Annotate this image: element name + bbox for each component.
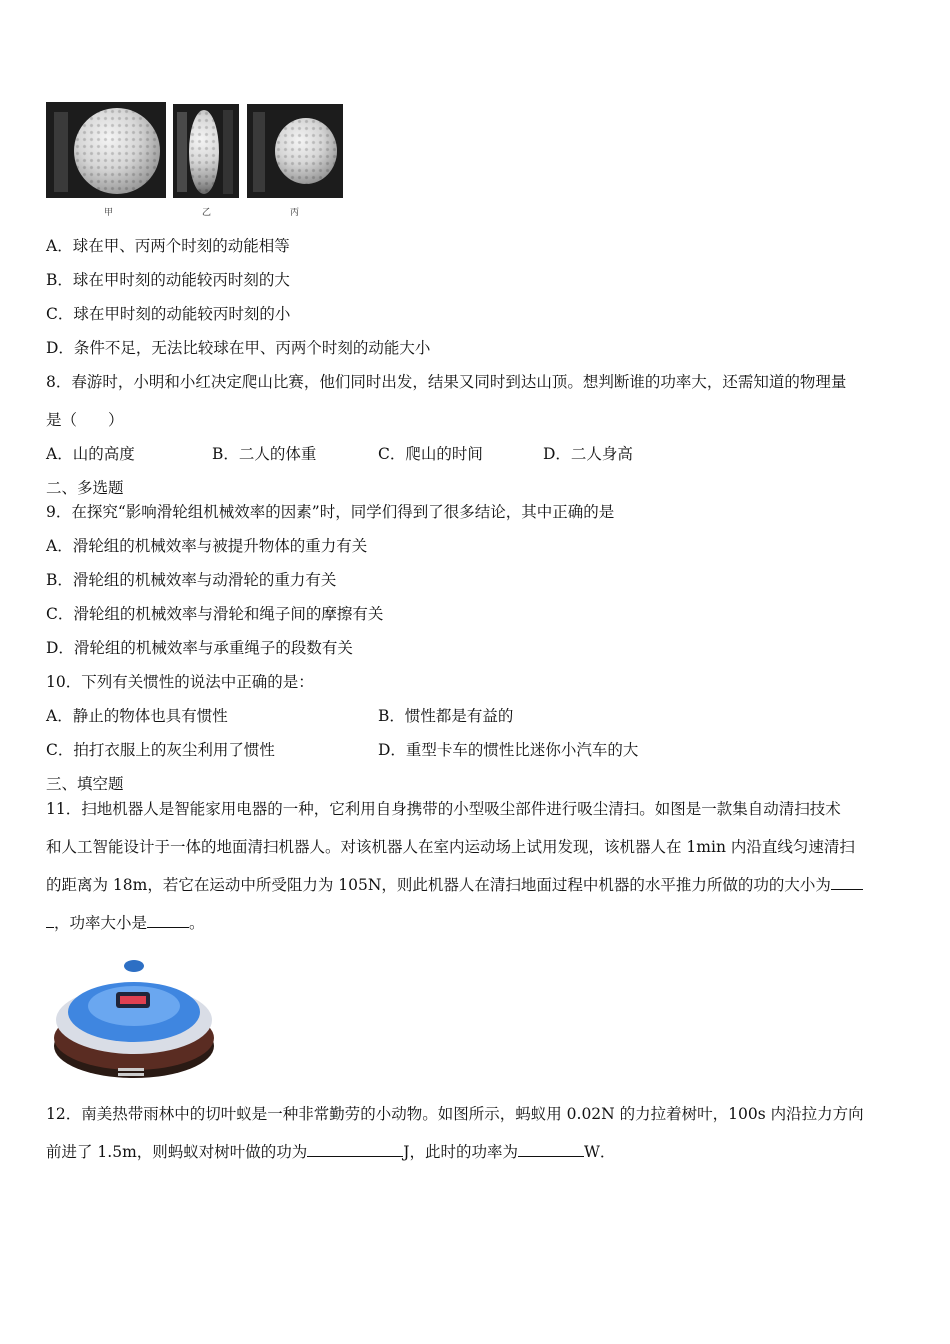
q8-stem-line2: 是（ ）	[46, 411, 124, 429]
robot-vacuum-image	[50, 950, 218, 1082]
q9-option-c: C．滑轮组的机械效率与滑轮和绳子间的摩擦有关	[46, 605, 384, 623]
q11-line1: 11．扫地机器人是智能家用电器的一种，它利用自身携带的小型吸尘部件进行吸尘清扫。如图是一款集自动清扫技术	[46, 800, 841, 818]
q12-line2-text: 前进了 1.5m，则蚂蚁对树叶做的功为	[46, 1143, 308, 1161]
q9-option-d: D．滑轮组的机械效率与承重绳子的段数有关	[46, 639, 353, 657]
caption-yi: 乙	[202, 208, 212, 218]
q8-stem-line1: 8．春游时，小明和小红决定爬山比赛，他们同时出发，结果又同时到达山顶。想判断谁的功率大，还需知道的物理量	[46, 373, 847, 391]
q11-line4	[46, 913, 205, 933]
q10-stem: 10．下列有关惯性的说法中正确的是：	[46, 673, 314, 691]
q11-work-blank-start	[831, 875, 863, 890]
caption-bing: 丙	[290, 208, 300, 218]
q12-line1: 12．南美热带雨林中的切叶蚁是一种非常勤劳的小动物。如图所示，蚂蚁用 0.02N 的力拉着树叶，100s 内沿拉力方向	[46, 1105, 864, 1123]
q10-option-d: D．重型卡车的惯性比迷你小汽车的大	[378, 741, 639, 759]
caption-jia: 甲	[104, 208, 114, 218]
q12-power-blank	[518, 1142, 584, 1157]
q12-line2-mid: J，此时的功率为	[403, 1143, 518, 1161]
q10-option-a: A．静止的物体也具有惯性	[46, 707, 228, 725]
q8-option-c: C．爬山的时间	[378, 445, 483, 463]
q11-line4-text: ，功率大小是	[54, 914, 148, 932]
q11-power-blank	[147, 913, 189, 928]
q11-line3-text: 的距离为 18m，若它在运动中所受阻力为 105N，则此机器人在清扫地面过程中机器的水平推力所做的功的大小为	[46, 876, 831, 894]
q7-option-d: D．条件不足，无法比较球在甲、丙两个时刻的动能大小	[46, 339, 431, 357]
q7-option-b: B．球在甲时刻的动能较丙时刻的大	[46, 271, 290, 289]
section-title-multiple-choice: 二、多选题	[46, 479, 124, 497]
q12-line2	[46, 1142, 615, 1162]
q9-stem: 9．在探究“影响滑轮组机械效率的因素”时，同学们得到了很多结论，其中正确的是	[46, 503, 615, 521]
q12-line2-end: W．	[584, 1143, 616, 1161]
q10-option-c: C．拍打衣服上的灰尘利用了惯性	[46, 741, 275, 759]
robot-vacuum-drawing	[50, 950, 218, 1082]
q11-line4-end: 。	[189, 914, 205, 932]
q10-option-b: B．惯性都是有益的	[378, 707, 514, 725]
q9-option-a: A．滑轮组的机械效率与被提升物体的重力有关	[46, 537, 368, 555]
photo-yi	[173, 104, 239, 198]
section-title-fill-in: 三、填空题	[46, 775, 124, 793]
q8-option-a: A．山的高度	[46, 445, 135, 463]
q8-option-d: D．二人身高	[543, 445, 633, 463]
q7-option-c: C．球在甲时刻的动能较丙时刻的小	[46, 305, 291, 323]
q11-line3	[46, 875, 863, 895]
q12-work-blank	[307, 1142, 403, 1157]
q8-option-b: B．二人的体重	[212, 445, 317, 463]
q9-option-b: B．滑轮组的机械效率与动滑轮的重力有关	[46, 571, 337, 589]
q11-work-blank-end	[46, 913, 54, 928]
photo-bing	[247, 104, 343, 198]
q11-line2: 和人工智能设计于一体的地面清扫机器人。对该机器人在室内运动场上试用发现，该机器人在 1min 内沿直线匀速清扫	[46, 838, 855, 856]
q7-option-a: A．球在甲、丙两个时刻的动能相等	[46, 237, 290, 255]
photo-jia	[46, 102, 166, 198]
